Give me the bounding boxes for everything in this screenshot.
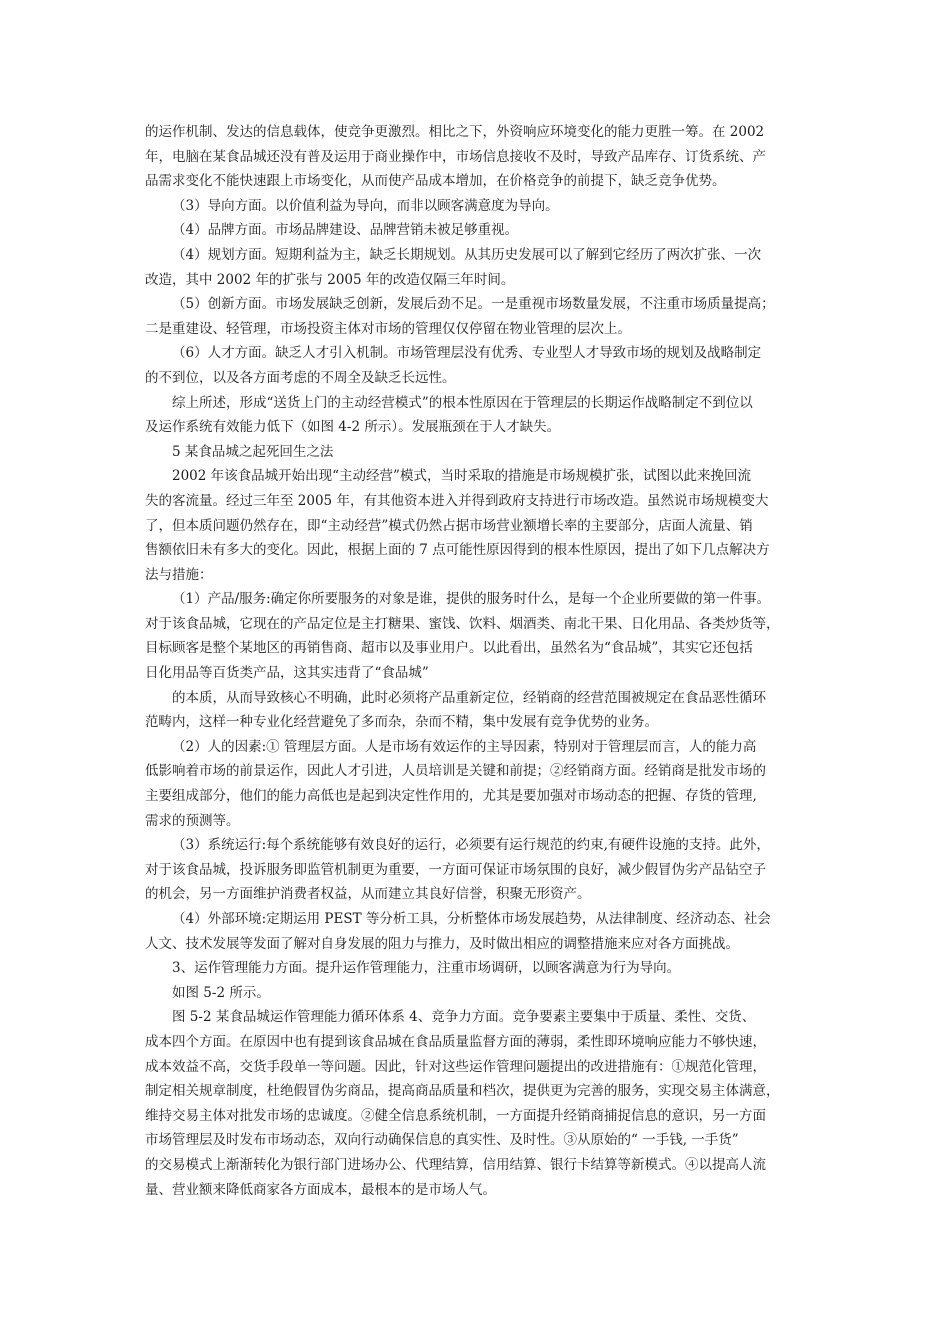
text-line: （4）外部环境:定期运用 PEST 等分析工具，分析整体市场发展趋势，从法律制度、经济动态、社会 — [172, 911, 771, 927]
text-line: 日化用品等百货类产品，这其实违背了“食品城” — [145, 665, 429, 682]
text-line: 成本四个方面。在原因中也有提到该食品城在食品质量监督方面的薄弱，柔性即环境响应能力不够快速， — [145, 1033, 766, 1050]
text-line: （2）人的因素:① 管理层方面。人是市场有效运作的主导因素，特别对于管理层而言，人的能力高 — [172, 738, 757, 755]
text-line: 如图 5-2 所示。 — [172, 984, 270, 1001]
text-line: 二是重建设、轻管理，市场投资主体对市场的管理仅仅停留在物业管理的层次上。 — [145, 320, 631, 337]
text-line: 目标顾客是整个某地区的再销售商、超市以及事业用户。以此看出，虽然名为“食品城”，其实它还包括 — [145, 640, 753, 657]
text-line: （1）产品/服务:确定你所要服务的对象是谁，提供的服务时什么，是每一个企业所要做的第一件事。 — [172, 591, 771, 608]
text-line: 图 5-2 某食品城运作管理能力循环体系 4、竞争力方面。竞争要素主要集中于质量、柔性、交货、 — [172, 1009, 756, 1026]
text-line: 的交易模式上渐渐转化为银行部门进场办公、代理结算，信用结算、银行卡结算等新模式。④以提高人流 — [145, 1156, 766, 1173]
text-line: 维持交易主体对批发市场的忠诚度。②健全信息系统机制，一方面提升经销商捕捉信息的意识，另一方面 — [145, 1107, 766, 1124]
text-line: 人文、技术发展等发面了解对自身发展的阻力与推力，及时做出相应的调整措施来应对各方面挑战。 — [145, 935, 739, 952]
text-line: 量、营业额来降低商家各方面成本，最根本的是市场人气。 — [145, 1181, 496, 1198]
text-line: 对于该食品城，投诉服务即监管机制更为重要，一方面可保证市场氛围的良好，减少假冒伪劣产品钻空子 — [145, 861, 766, 878]
text-line: 了，但本质问题仍然存在，即“主动经营”模式仍然占据市场营业额增长率的主要部分，店面人流量、销 — [145, 517, 753, 534]
text-line: 售额依旧未有多大的变化。因此，根据上面的 7 点可能性原因得到的根本性原因，提出了如下几点解决方 — [145, 542, 770, 559]
text-line: 改造，其中 2002 年的扩张与 2005 年的改造仅隔三年时间。 — [145, 271, 515, 288]
text-line: （4）规划方面。短期利益为主，缺乏长期规划。从其历史发展可以了解到它经历了两次扩张、一次 — [172, 246, 762, 263]
text-line: 市场管理层及时发布市场动态，双向行动确保信息的真实性、及时性。③从原始的“ 一手钱, 一手货” — [145, 1132, 739, 1149]
text-line: 品需求变化不能快速跟上市场变化，从而使产品成本增加，在价格竞争的前提下，缺乏竞争优势。 — [145, 173, 726, 190]
text-line: 主要组成部分，他们的能力高低也是起到决定性作用的，尤其是要加强对市场动态的把握、存货的管理, — [145, 788, 757, 805]
text-line: 年，电脑在某食品城还没有普及运用于商业操作中，市场信息接收不及时，导致产品库存、订货系统、产 — [145, 148, 766, 165]
document-page — [145, 120, 810, 1202]
text-line: （6）人才方面。缺乏人才引入机制。市场管理层没有优秀、专业型人才导致市场的规划及战略制定 — [172, 345, 762, 362]
text-line: 的本质，从而导致核心不明确，此时必须将产品重新定位，经销商的经营范围被规定在食品恶性循环 — [172, 689, 766, 706]
text-line: 法与措施： — [145, 566, 213, 583]
text-line: （5）创新方面。市场发展缺乏创新，发展后劲不足。一是重视市场数量发展，不注重市场质量提高； — [172, 296, 775, 313]
text-line: 综上所述，形成“送货上门的主动经营模式”的根本性原因在于管理层的长期运作战略制定不到位以 — [172, 394, 753, 411]
text-line: 失的客流量。经过三年至 2005 年，有其他资本进入并得到政府支持进行市场改造。虽然说市场规模变大 — [145, 492, 769, 509]
text-line: 低影响着市场的前景运作，因此人才引进，人员培训是关键和前提；②经销商方面。经销商是批发市场的 — [145, 763, 766, 780]
text-line: （3）导向方面。以价值利益为导向，而非以顾客满意度为导向。 — [172, 197, 559, 214]
text-line: 的机会，另一方面维护消费者权益，从而建立其良好信誉，积聚无形资产。 — [145, 886, 591, 903]
text-line: 制定相关规章制度，杜绝假冒伪劣商品，提高商品质量和档次，提供更为完善的服务，实现交易主体满意， — [145, 1083, 780, 1100]
text-line: 5 某食品城之起死回生之法 — [172, 443, 334, 460]
text-line: 的运作机制、发达的信息载体，使竞争更激烈。相比之下，外资响应环境变化的能力更胜一筹。在 2002 — [145, 124, 765, 140]
text-line: 2002 年该食品城开始出现“主动经营”模式，当时采取的措施是市场规模扩张，试图以此来挽回流 — [172, 468, 751, 485]
text-line: （3）系统运行:每个系统能够有效良好的运行，必须要有运行规范的约束,有硬件设施的支持。此外， — [172, 837, 770, 854]
text-line: 对于该食品城，它现在的产品定位是主打糖果、蜜饯、饮料、烟酒类、南北干果、日化用品、各类炒货等， — [145, 615, 780, 632]
text-line: 的不到位，以及各方面考虑的不周全及缺乏长远性。 — [145, 369, 456, 386]
text-line: 3、运作管理能力方面。提升运作管理能力，注重市场调研，以顾客满意为行为导向。 — [172, 960, 681, 977]
text-line: （4）品牌方面。市场品牌建设、品牌营销未被足够重视。 — [172, 222, 519, 239]
text-line: 范畴内，这样一种专业化经营避免了多而杂，杂而不精，集中发展有竞争优势的业务。 — [145, 714, 658, 731]
text-line: 需求的预测等。 — [145, 812, 240, 829]
text-line: 成本效益不高，交货手段单一等问题。因此，针对这些运作管理问题提出的改进措施有：①规范化管理， — [145, 1058, 766, 1075]
text-line: 及运作系统有效能力低下（如图 4-2 所示）。发展瓶颈在于人才缺失。 — [145, 419, 561, 436]
